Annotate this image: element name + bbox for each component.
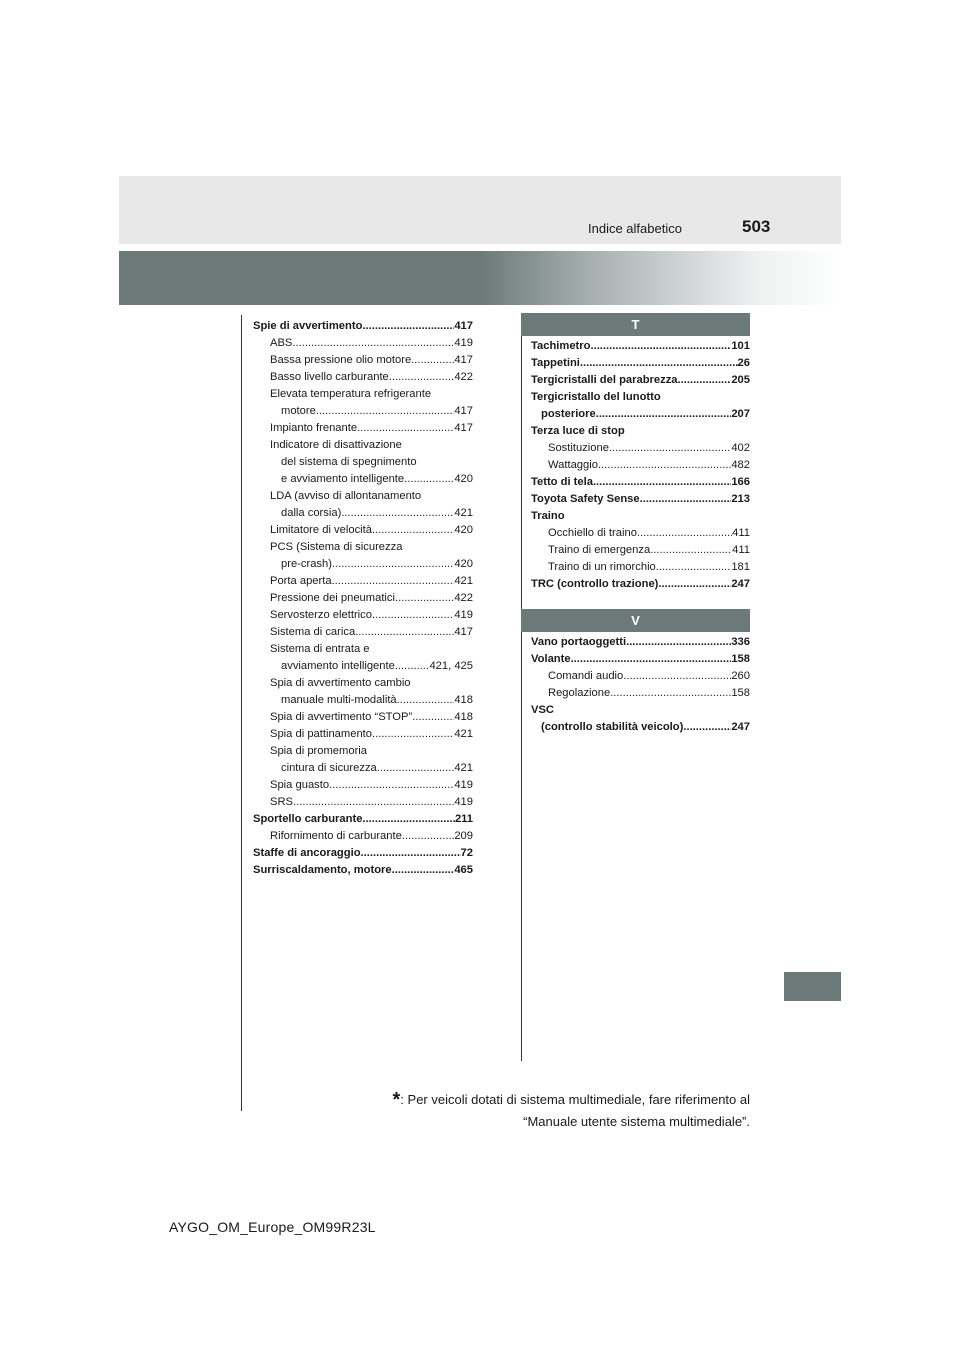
entry-label: Spie di avvertimento [253, 320, 363, 332]
middle-column-rule [521, 315, 522, 1061]
index-entry [253, 692, 473, 709]
index-entry [531, 355, 750, 372]
entry-label: pre-crash) [281, 558, 332, 570]
entry-label: TRC (controllo trazione) [531, 578, 659, 590]
leader-dots [341, 505, 454, 522]
entry-label: Tachimetro [531, 340, 591, 352]
entry-label: Sistema di carica [270, 626, 356, 638]
entry-page: 421 [454, 575, 473, 587]
entry-label: Volante [531, 653, 571, 665]
index-entry [253, 505, 473, 522]
document-code: AYGO_OM_Europe_OM99R23L [169, 1219, 376, 1235]
index-entry [253, 794, 473, 811]
leader-dots [355, 624, 454, 641]
leader-dots [656, 559, 732, 576]
leader-dots [397, 692, 455, 709]
index-entry [253, 437, 473, 454]
entry-label: Spia di avvertimento cambio [270, 677, 411, 689]
entry-label: ABS [270, 337, 293, 349]
index-column-left [253, 318, 473, 879]
entry-page: 411 [732, 544, 750, 556]
entry-label: Toyota Safety Sense [531, 493, 640, 505]
entry-page: 482 [731, 459, 750, 471]
leader-dots [372, 607, 454, 624]
page-number: 503 [742, 217, 771, 236]
leader-dots [678, 372, 732, 389]
index-entry [531, 542, 750, 559]
index-entry [253, 420, 473, 437]
index-entry [253, 590, 473, 607]
entry-label: Spia di avvertimento “STOP” [270, 711, 413, 723]
entry-label: Basso livello carburante [270, 371, 389, 383]
entry-page: 421 [454, 507, 473, 519]
entry-page: 158 [731, 653, 750, 665]
index-entry [531, 491, 750, 508]
index-entry [531, 702, 750, 719]
index-entry [253, 386, 473, 403]
entry-label: Elevata temperatura refrigerante [270, 388, 432, 400]
index-entry [253, 369, 473, 386]
entry-label: VSC [531, 704, 555, 716]
left-column-rule [241, 315, 242, 1111]
leader-dots [411, 352, 454, 369]
index-column-v [531, 634, 750, 736]
index-entry [253, 811, 473, 828]
index-entry [531, 338, 750, 355]
index-entry [531, 651, 750, 668]
leader-dots [658, 576, 731, 593]
leader-dots [650, 542, 732, 559]
leader-dots [571, 651, 732, 668]
index-entry [253, 743, 473, 760]
entry-page: 421 [454, 762, 473, 774]
entry-page: 213 [731, 493, 750, 505]
index-entry [531, 474, 750, 491]
index-entry [253, 624, 473, 641]
entry-page: 419 [454, 337, 473, 349]
entry-page: 166 [731, 476, 750, 488]
entry-label: dalla corsia) [281, 507, 342, 519]
entry-page: 205 [731, 374, 750, 386]
leader-dots [357, 420, 454, 437]
index-entry [253, 471, 473, 488]
index-entry [531, 508, 750, 525]
index-entry [253, 352, 473, 369]
index-entry [253, 573, 473, 590]
index-entry [253, 335, 473, 352]
leader-dots [392, 862, 455, 879]
entry-label: Surriscaldamento, motore [253, 864, 392, 876]
entry-label: Spia di promemoria [270, 745, 368, 757]
chapter-tab [784, 972, 841, 1001]
entry-page: 422 [454, 592, 473, 604]
entry-page: 419 [454, 609, 473, 621]
index-entry [253, 845, 473, 862]
entry-label: Spia guasto [270, 779, 330, 791]
footnote-line-1: : Per veicoli dotati di sistema multimediale, fare riferimento al [400, 1092, 750, 1107]
index-entry [253, 454, 473, 471]
leader-dots [637, 525, 732, 542]
index-entry [253, 607, 473, 624]
leader-dots [389, 369, 455, 386]
entry-page: 211 [454, 813, 473, 825]
index-entry [253, 522, 473, 539]
entry-label: Regolazione [548, 687, 611, 699]
entry-page: 465 [454, 864, 473, 876]
leader-dots [593, 474, 731, 491]
entry-label: Vano portaoggetti [531, 636, 627, 648]
entry-page: 158 [731, 687, 750, 699]
entry-page: 418 [454, 694, 473, 706]
entry-label: Sostituzione [548, 442, 609, 454]
entry-page: 402 [731, 442, 750, 454]
leader-dots [623, 668, 731, 685]
index-entry [531, 457, 750, 474]
leader-dots [610, 685, 731, 702]
entry-label: Sportello carburante [253, 813, 363, 825]
leader-dots [316, 403, 455, 420]
leader-dots [293, 794, 454, 811]
index-entry [253, 828, 473, 845]
index-entry [253, 726, 473, 743]
entry-label: Porta aperta [270, 575, 332, 587]
leader-dots [404, 471, 454, 488]
entry-label: LDA (avviso di allontanamento [270, 490, 422, 502]
entry-page: 420 [454, 473, 473, 485]
entry-page: 417 [454, 320, 473, 332]
entry-page: 209 [454, 830, 473, 842]
section-header-v: V [521, 609, 750, 632]
entry-label: Rifornimento di carburante [270, 830, 402, 842]
entry-page: 336 [731, 636, 750, 648]
leader-dots [640, 491, 732, 508]
leader-dots [332, 556, 454, 573]
entry-label: Staffe di ancoraggio [253, 847, 361, 859]
entry-label: Pressione dei pneumatici [270, 592, 395, 604]
leader-dots [402, 828, 454, 845]
index-entry [253, 675, 473, 692]
header-bar [119, 176, 841, 244]
index-entry [253, 539, 473, 556]
index-entry [531, 389, 750, 406]
index-entry [253, 862, 473, 879]
entry-label: Tergicristallo del lunotto [531, 391, 661, 403]
index-entry [531, 668, 750, 685]
entry-label: Limitatore di velocità [270, 524, 372, 536]
entry-label: Occhiello di traino [548, 527, 637, 539]
index-entry [531, 406, 750, 423]
leader-dots [590, 338, 731, 355]
entry-label: Indicatore di disattivazione [270, 439, 402, 451]
entry-label: motore [281, 405, 316, 417]
entry-page: 421, 425 [429, 660, 473, 672]
entry-page: 247 [731, 578, 750, 590]
section-title: Indice alfabetico [588, 221, 682, 236]
entry-page: 417 [454, 354, 473, 366]
entry-page: 421 [454, 728, 473, 740]
entry-page: 419 [454, 796, 473, 808]
index-entry [253, 641, 473, 658]
entry-page: 26 [737, 357, 750, 369]
entry-page: 181 [731, 561, 750, 573]
entry-label: Tappetini [531, 357, 580, 369]
index-entry [531, 559, 750, 576]
footnote [368, 1089, 750, 1133]
entry-label: manuale multi-modalità [281, 694, 397, 706]
entry-page: 101 [731, 340, 750, 352]
entry-page: 420 [454, 524, 473, 536]
footnote-asterisk: * [392, 1089, 401, 1111]
leader-dots [361, 845, 461, 862]
leader-dots [683, 719, 731, 736]
entry-page: 72 [460, 847, 473, 859]
index-entry [253, 556, 473, 573]
leader-dots [292, 335, 454, 352]
leader-dots [377, 760, 455, 777]
entry-page: 417 [454, 405, 473, 417]
leader-dots [412, 709, 454, 726]
entry-label: posteriore [541, 408, 596, 420]
entry-page: 417 [454, 422, 473, 434]
leader-dots [329, 777, 454, 794]
entry-page: 419 [454, 779, 473, 791]
entry-page: 417 [454, 626, 473, 638]
entry-page: 411 [732, 527, 750, 539]
index-entry [531, 685, 750, 702]
entry-label: Tergicristalli del parabrezza [531, 374, 678, 386]
entry-label: e avviamento intelligente [281, 473, 405, 485]
footnote-line-2: “Manuale utente sistema multimediale”. [523, 1114, 750, 1129]
entry-page: 420 [454, 558, 473, 570]
index-column-t [531, 338, 750, 593]
entry-label: (controllo stabilità veicolo) [541, 721, 684, 733]
entry-label: cintura di sicurezza [281, 762, 377, 774]
entry-label: Traino di un rimorchio [548, 561, 656, 573]
entry-page: 418 [454, 711, 473, 723]
leader-dots [372, 726, 454, 743]
index-entry [253, 403, 473, 420]
leader-dots [362, 318, 454, 335]
entry-label: Impianto frenante [270, 422, 358, 434]
leader-dots [609, 440, 731, 457]
index-entry [531, 634, 750, 651]
entry-label: avviamento intelligente [281, 660, 395, 672]
entry-label: PCS (Sistema di sicurezza [270, 541, 403, 553]
index-entry [531, 576, 750, 593]
entry-page: 207 [731, 408, 750, 420]
index-entry [253, 777, 473, 794]
index-entry [253, 318, 473, 335]
leader-dots [372, 522, 454, 539]
index-entry [253, 488, 473, 505]
entry-label: SRS [270, 796, 294, 808]
leader-dots [596, 406, 732, 423]
entry-label: Sistema di entrata e [270, 643, 370, 655]
entry-label: Tetto di tela [531, 476, 593, 488]
index-entry [253, 760, 473, 777]
index-entry [531, 525, 750, 542]
entry-page: 247 [731, 721, 750, 733]
index-entry [253, 658, 473, 675]
entry-label: Wattaggio [548, 459, 598, 471]
entry-label: Spia di pattinamento [270, 728, 372, 740]
entry-label: Traino [531, 510, 565, 522]
leader-dots [395, 590, 454, 607]
index-entry [253, 709, 473, 726]
entry-page: 260 [731, 670, 750, 682]
entry-label: Terza luce di stop [531, 425, 625, 437]
section-header-t: T [521, 313, 750, 336]
entry-label: Traino di emergenza [548, 544, 651, 556]
index-entry [531, 372, 750, 389]
leader-dots [395, 658, 430, 675]
leader-dots [626, 634, 731, 651]
leader-dots [580, 355, 738, 372]
entry-label: Servosterzo elettrico [270, 609, 372, 621]
index-entry [531, 423, 750, 440]
index-entry [531, 440, 750, 457]
entry-label: del sistema di spegnimento [281, 456, 417, 468]
index-entry [531, 719, 750, 736]
entry-label: Comandi audio [548, 670, 624, 682]
entry-label: Bassa pressione olio motore [270, 354, 412, 366]
leader-dots [598, 457, 731, 474]
leader-dots [332, 573, 455, 590]
leader-dots [362, 811, 455, 828]
gradient-band [119, 251, 841, 305]
entry-page: 422 [454, 371, 473, 383]
